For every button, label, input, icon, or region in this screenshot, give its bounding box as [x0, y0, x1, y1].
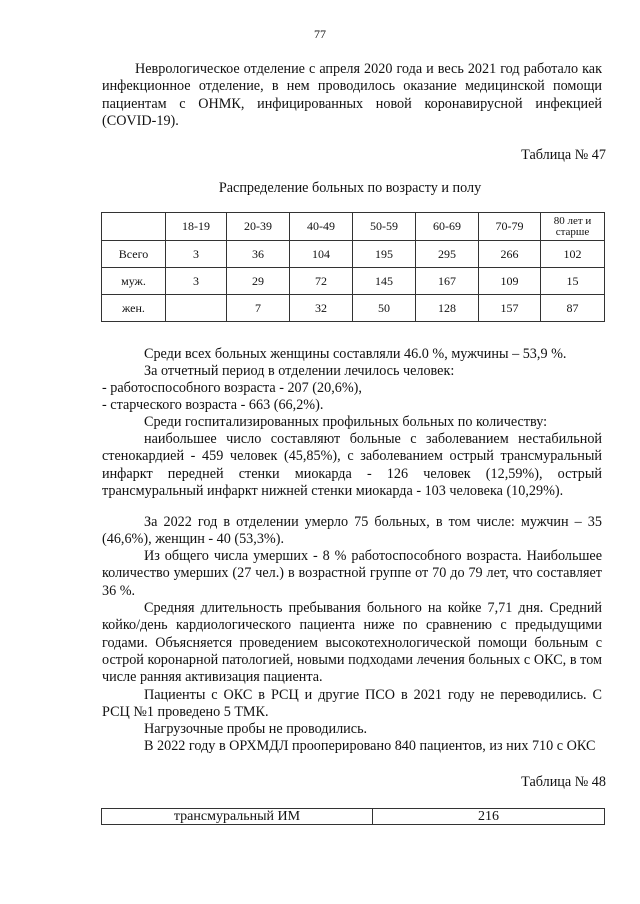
table-row: [102, 268, 605, 295]
row-label-cell: муж.: [102, 268, 166, 295]
table-cell: 50: [353, 295, 416, 322]
table-cell: 145: [353, 268, 416, 295]
table-48-label: Таблица № 48: [521, 774, 606, 790]
table-cell: трансмуральный ИМ: [102, 809, 373, 825]
row-label-cell: жен.: [102, 295, 166, 322]
table-cell: 157: [479, 295, 541, 322]
table-cell: 87: [541, 295, 605, 322]
senior-age-item: - старческого возраста - 663 (66,2%).: [102, 397, 324, 413]
table-cell: 216: [373, 809, 605, 825]
table-cell: 295: [416, 241, 479, 268]
deceased-paragraph: Из общего числа умерших - 8 % работоспособного возраста. Наибольшее количество умерших (27 чел.) в возрастной группе от 70 до 79 лет, что составляет 36 %.: [102, 548, 602, 599]
working-age-item: - работоспособного возраста - 207 (20,6%),: [102, 380, 362, 396]
table-row: [102, 295, 605, 322]
table-row: [102, 809, 605, 825]
row-label-cell: Всего: [102, 241, 166, 268]
mortality-paragraph: За 2022 год в отделении умерло 75 больных, в том числе: мужчин – 35 (46,6%), женщин - 40 (53,3%).: [102, 514, 602, 548]
table-cell: 109: [479, 268, 541, 295]
profile-paragraph: Среди госпитализированных профильных больных по количеству:: [144, 414, 548, 430]
table-cell: 29: [227, 268, 290, 295]
page-number: 77: [314, 27, 326, 41]
table-cell: 3: [166, 268, 227, 295]
share-paragraph: Среди всех больных женщины составляли 46.0 %, мужчины – 53,9 %.: [144, 346, 567, 362]
table-cell: 72: [290, 268, 353, 295]
age-gender-table-body: [102, 213, 605, 322]
header-cell: [102, 213, 166, 241]
header-cell: 50-59: [353, 213, 416, 241]
header-cell: 80 лет и старше: [541, 213, 605, 241]
table-cell: 102: [541, 241, 605, 268]
table-row: [102, 241, 605, 268]
largest-group-paragraph: наибольшее число составляют больные с заболеванием нестабильной стенокардией - 459 человек (45,85%), с заболеванием острый трансмуральный инфаркт передней стенки миокарда - 126 человек (12,59%), острый трансмуральный инфаркт нижней стенки миокарда - 103 человека (10,29%).: [102, 431, 602, 499]
table-cell: 32: [290, 295, 353, 322]
table-cell: 7: [227, 295, 290, 322]
table-cell: 167: [416, 268, 479, 295]
operations-table: [101, 808, 605, 825]
surgery-paragraph: В 2022 году в ОРХМДЛ прооперировано 840 пациентов, из них 710 с ОКС: [144, 738, 596, 754]
stay-duration-paragraph: Средняя длительность пребывания больного на койке 7,71 дня. Средний койко/день кардиологического пациента ниже по сравнению с предыдущими годами. Объясняется проведением высокотехнологической помощи больным с острой коронарной патологией, новыми подходами лечения больных с ОКС, в том числе ранняя активизация пациента.: [102, 600, 602, 686]
table-cell: 36: [227, 241, 290, 268]
table-cell: 104: [290, 241, 353, 268]
header-cell: 70-79: [479, 213, 541, 241]
treated-paragraph: За отчетный период в отделении лечилось человек:: [144, 363, 455, 379]
header-cell: 40-49: [290, 213, 353, 241]
operations-table-body: [102, 809, 605, 825]
table-header-row: [102, 213, 605, 241]
table-cell: 128: [416, 295, 479, 322]
table-cell: [166, 295, 227, 322]
intro-paragraph: Неврологическое отделение с апреля 2020 года и весь 2021 год работало как инфекционное отделение, в нем проводилось оказание медицинской помощи пациентам с ОНМК, инфицированных новой коронавирусной инфекцией (COVID-19).: [102, 61, 602, 129]
table-cell: 3: [166, 241, 227, 268]
stress-tests-paragraph: Нагрузочные пробы не проводились.: [144, 721, 368, 737]
table-47-label: Таблица № 47: [521, 147, 606, 163]
age-gender-table: [101, 212, 605, 322]
table-47-title: Распределение больных по возрасту и полу: [218, 180, 482, 196]
header-cell: 60-69: [416, 213, 479, 241]
table-cell: 266: [479, 241, 541, 268]
header-cell: 20-39: [227, 213, 290, 241]
table-cell: 195: [353, 241, 416, 268]
transfers-paragraph: Пациенты с ОКС в РСЦ и другие ПСО в 2021 году не переводились. С РСЦ №1 проведено 5 ТМК.: [102, 687, 602, 721]
header-cell: 18-19: [166, 213, 227, 241]
table-cell: 15: [541, 268, 605, 295]
